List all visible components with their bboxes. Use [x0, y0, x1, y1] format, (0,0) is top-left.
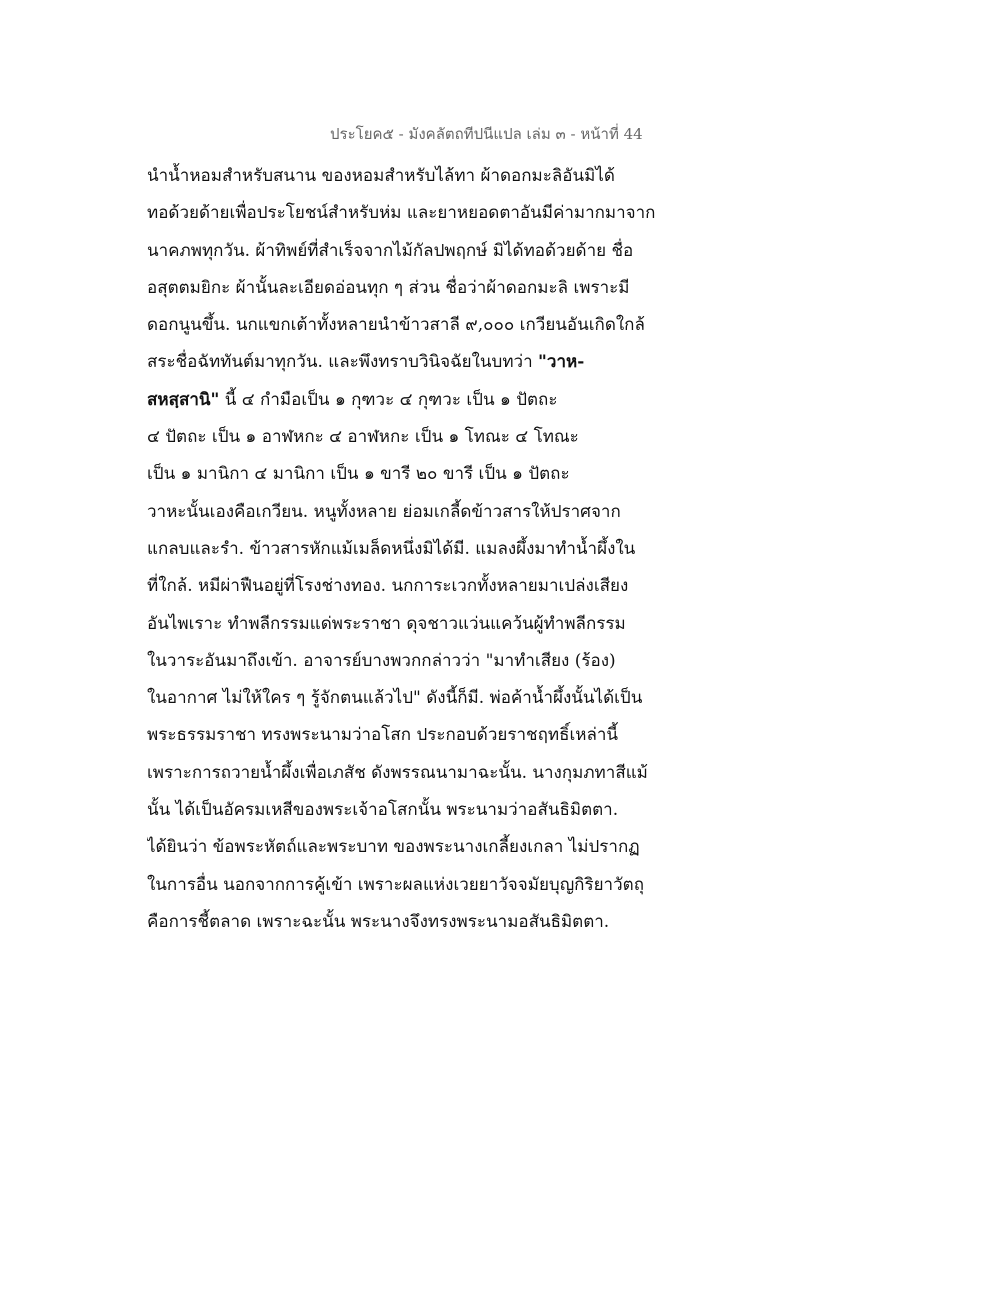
text-line: ได้ยินว่า ข้อพระหัตถ์และพระบาท ของพระนางเกลี้ยงเกลา ไม่ปรากฏ — [147, 837, 640, 858]
text-line: ในอากาศ ไม่ให้ใคร ๆ รู้จักตนแล้วไป" ดังนี้ก็มี. พ่อค้าน้ำผึ้งนั้นได้เป็น — [147, 688, 643, 709]
text-line: นำน้ำหอมสำหรับสนาน ของหอมสำหรับไล้ทา ผ้าดอกมะลิอันมิได้ — [147, 166, 615, 186]
text-line: แกลบและรำ. ข้าวสารหักแม้เมล็ดหนึ่งมิได้มี. แมลงผึ้งมาทำน้ำผึ้งใน — [147, 538, 636, 559]
text-line: ดอกนูนขึ้น. นกแขกเต้าทั้งหลายนำข้าวสาลี ๙,๐๐๐ เกวียนอันเกิดใกล้ — [147, 315, 645, 336]
text-line: เป็น ๑ มานิกา ๔ มานิกา เป็น ๑ ขารี ๒๐ ขารี เป็น ๑ ปัตถะ — [147, 464, 570, 485]
bold-term: สหสฺสานิ" — [147, 389, 220, 410]
text-line: เพราะการถวายน้ำผึ้งเพื่อเภสัช ดังพรรณนามาฉะนั้น. นางกุมภทาสีแม้ — [147, 762, 648, 783]
text-line: ในวาระอันมาถึงเข้า. อาจารย์บางพวกกล่าวว่า "มาทำเสียง (ร้อง) — [147, 650, 616, 671]
text-line: พระธรรมราชา ทรงพระนามว่าอโสก ประกอบด้วยราชฤทธิ์เหล่านี้ — [147, 725, 619, 746]
text-line: อันไพเราะ ทำพลีกรรมแด่พระราชา ดุจชาวแว่นแคว้นผู้ทำพลีกรรม — [147, 613, 626, 634]
text-line: อสุตตมยิกะ ผ้านั้นละเอียดอ่อนทุก ๆ ส่วน ชื่อว่าผ้าดอกมะลิ เพราะมี — [147, 277, 630, 298]
bold-term: "วาห- — [538, 352, 585, 373]
text-line: คือการชี้ตลาด เพราะฉะนั้น พระนางจึงทรงพระนามอสันธิมิตตา. — [147, 911, 610, 932]
text-line: ๔ ปัตถะ เป็น ๑ อาฬหกะ ๔ อาฬหกะ เป็น ๑ โทณะ ๔ โทณะ — [147, 427, 579, 448]
text-line: วาหะนั้นเองคือเกวียน. หนูทั้งหลาย ย่อมเกลี้ดข้าวสารให้ปราศจาก — [147, 501, 621, 522]
text-line: นั้น ได้เป็นอัครมเหสีของพระเจ้าอโสกนั้น พระนามว่าอสันธิมิตตา. — [147, 800, 619, 821]
text-line: ในการอื่น นอกจากการคู้เข้า เพราะผลแห่งเวยยาวัจจมัยบุญกิริยาวัตถุ — [147, 874, 644, 895]
body-text — [147, 158, 707, 941]
text-line: ที่ใกล้. หมีผ่าฟืนอยู่ที่โรงช่างทอง. นกการะเวกทั้งหลายมาเปล่งเสียง — [147, 576, 629, 597]
text-segment: นี้ ๔ กำมือเป็น ๑ กุฑวะ ๔ กุฑวะ เป็น ๑ ปัตถะ — [219, 389, 558, 410]
running-header: ประโยค๕ - มังคลัตถทีปนีแปล เล่ม ๓ - หน้าที่ 44 — [330, 125, 643, 143]
text-line — [147, 344, 707, 381]
text-line: นาคภพทุกวัน. ผ้าทิพย์ที่สำเร็จจากไม้กัลปพฤกษ์ มิได้ทอด้วยด้าย ชื่อ — [147, 240, 634, 261]
text-line: ทอด้วยด้ายเพื่อประโยชน์สำหรับห่ม และยาหยอดตาอันมีค่ามากมาจาก — [147, 203, 656, 224]
text-segment: สระชื่อฉัททันต์มาทุกวัน. และพึงทราบวินิจฉัยในบทว่า — [147, 352, 539, 373]
text-line — [147, 382, 707, 419]
